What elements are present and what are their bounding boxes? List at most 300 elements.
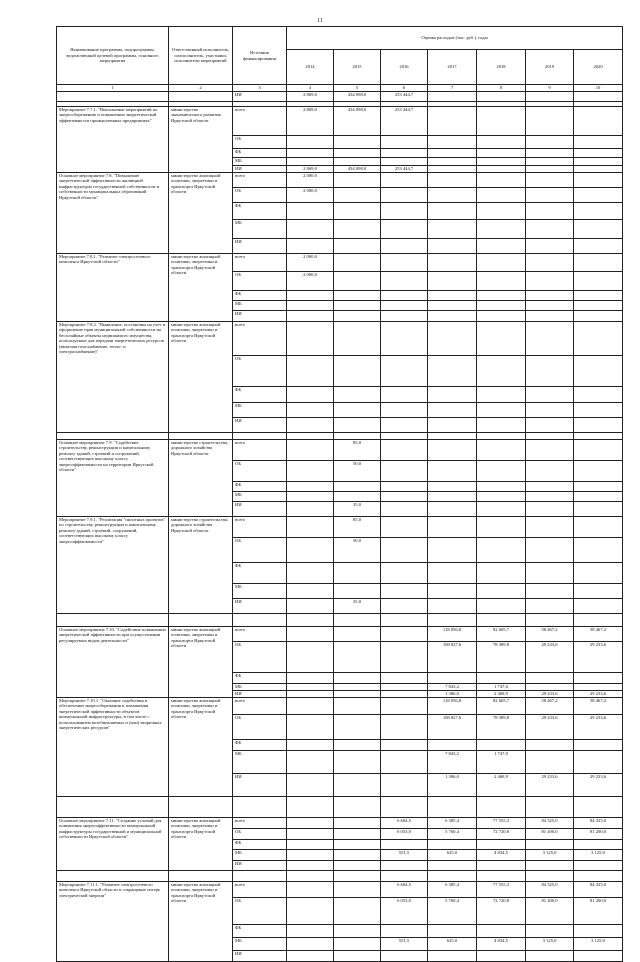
amount-cell [287,418,334,433]
empty-cell [287,797,334,818]
funding-source: всего [233,818,287,829]
amount-cell [334,882,381,898]
amount-cell [526,461,574,482]
amount-cell [526,166,574,173]
amount-cell [334,861,381,871]
amount-cell [381,272,428,291]
empty-cell [526,797,574,818]
amount-cell [477,92,526,102]
amount-cell: 4 834,5 [477,938,526,951]
funding-source: ИИ [233,861,287,871]
amount-cell [334,239,381,254]
amount-cell [381,492,428,502]
table-row [57,92,623,102]
amount-cell [428,584,477,599]
amount-cell [574,951,623,962]
amount-cell: 77 555,3 [477,818,526,829]
amount-cell [334,173,381,188]
amount-cell: 78 389,8 [477,715,526,740]
amount-cell: 29 233,6 [574,642,623,673]
amount-cell [334,751,381,774]
responsible-executor: министерство жилищной политики, энергетики и транспорта Иркутской области [169,627,233,698]
amount-cell: 2 000,0 [287,254,334,272]
amount-cell [334,311,381,322]
amount-cell [526,684,574,691]
header-index-cell: 3 [233,85,287,92]
amount-cell [477,673,526,684]
amount-cell [287,751,334,774]
amount-cell: 6 385,4 [428,818,477,829]
empty-cell [334,614,381,627]
amount-cell [287,925,334,938]
amount-cell: 6 385,4 [428,882,477,898]
amount-cell [381,356,428,387]
amount-cell [381,673,428,684]
amount-cell: 82 605,7 [477,698,526,715]
amount-cell [287,220,334,239]
amount-cell [334,254,381,272]
header-year: 2015 [334,50,381,85]
amount-cell: 625,0 [428,938,477,951]
funding-source: МБ [233,751,287,774]
amount-cell: 2 869,0 [287,92,334,102]
funding-source: ОБ [233,188,287,203]
amount-cell: 2 468,9 [477,691,526,698]
amount-cell [381,203,428,220]
amount-cell [477,220,526,239]
amount-cell [334,188,381,203]
amount-cell [526,272,574,291]
funding-source: всего [233,440,287,461]
amount-cell: 1 386,0 [428,774,477,797]
amount-cell [477,387,526,403]
amount-cell [428,951,477,962]
amount-cell [428,517,477,538]
header-year: 2017 [428,50,477,85]
amount-cell: 2 869,0 [287,166,334,173]
amount-cell [477,107,526,136]
responsible-executor: министерство жилищной политики, энергетики и транспорта Иркутской области [169,322,233,433]
amount-cell [526,492,574,502]
header-index-cell: 1 [57,85,169,92]
activity-name: Основное мероприятие 7.9. "Содействие строительству, реконструкции и капитальному ремонту зданий, строений и сооружений, соответствующих высокому классу энергоэффективности на территории Иркутской области" [57,440,169,517]
empty-cell [381,433,428,440]
amount-cell [381,774,428,797]
amount-cell [428,158,477,166]
amount-cell: 29 233,6 [574,715,623,740]
amount-cell [574,482,623,492]
amount-cell [477,925,526,938]
spacer-row [57,797,623,818]
amount-cell: 29 233,6 [526,642,574,673]
amount-cell [428,239,477,254]
amount-cell [381,584,428,599]
header-year: 2014 [287,50,334,85]
amount-cell [334,418,381,433]
table-body [57,92,623,962]
amount-cell [428,107,477,136]
header-index-row [57,85,623,92]
amount-cell: 3 125,0 [526,850,574,861]
funding-source: ФБ [233,149,287,158]
empty-cell [477,871,526,882]
amount-cell [477,563,526,584]
amount-cell [287,938,334,951]
amount-cell [381,642,428,673]
amount-cell [574,188,623,203]
amount-cell [287,291,334,301]
funding-source: ОБ [233,715,287,740]
funding-source: ИИ [233,599,287,614]
amount-cell: 78 389,8 [477,642,526,673]
amount-cell [287,301,334,311]
amount-cell [526,482,574,492]
empty-cell [428,433,477,440]
funding-source: ИИ [233,774,287,797]
amount-cell: 6 053,0 [381,829,428,840]
activity-name: Мероприятие 7.7.1. "Выполнение мероприятий по энергосбережению и повышению энергетической эффективности промышленных предприятиях" [57,107,169,173]
funding-source: всего [233,627,287,642]
empty-cell [169,871,233,882]
amount-cell [477,158,526,166]
amount-cell [334,684,381,691]
empty-cell [287,614,334,627]
amount-cell [381,925,428,938]
amount-cell: 1 747,0 [477,684,526,691]
responsible-executor: министерство строительства, дорожного хозяйства Иркутской области [169,440,233,517]
amount-cell: 625,0 [428,850,477,861]
funding-source: ИИ [233,502,287,517]
amount-cell [287,158,334,166]
funding-source: МБ [233,492,287,502]
funding-source: МБ [233,584,287,599]
amount-cell [477,461,526,482]
amount-cell: 2 000,0 [287,173,334,188]
amount-cell [287,698,334,715]
activity-name: Мероприятие 7.11.1. "Развитие электросетевого комплекса Иркутской области и сокращение потерь электрической энергии" [57,882,169,962]
empty-cell [477,433,526,440]
amount-cell [574,136,623,149]
amount-cell: 29 233,6 [574,691,623,698]
amount-cell [526,301,574,311]
funding-source: ИИ [233,418,287,433]
empty-cell [57,871,169,882]
amount-cell [381,149,428,158]
amount-cell [477,136,526,149]
amount-cell [574,840,623,850]
header-year: 2016 [381,50,428,85]
amount-cell: 1 386,0 [428,691,477,698]
funding-source: ФБ [233,291,287,301]
empty-cell [477,797,526,818]
header-index-cell: 7 [428,85,477,92]
funding-source: МБ [233,220,287,239]
amount-cell [428,311,477,322]
amount-cell [526,322,574,356]
funding-source: всего [233,107,287,136]
amount-cell [526,92,574,102]
amount-cell [477,418,526,433]
budget-table [56,26,623,962]
amount-cell [287,673,334,684]
amount-cell: 84 325,0 [574,818,623,829]
empty-cell [574,614,623,627]
empty-cell [381,871,428,882]
amount-cell: 253 444,7 [381,166,428,173]
amount-cell [477,239,526,254]
amount-cell: 434 098,0 [334,166,381,173]
amount-cell: 81 200,0 [526,898,574,925]
amount-cell [381,538,428,563]
header-year: 2018 [477,50,526,85]
amount-cell: 5 760,4 [428,898,477,925]
amount-cell [381,387,428,403]
funding-source: ФБ [233,925,287,938]
amount-cell [526,538,574,563]
amount-cell [477,301,526,311]
amount-cell [477,403,526,418]
activity-name: Основное мероприятие 7.10. "Содействие повышению энергетической эффективности при осуществлении регулируемых видов деятельности" [57,627,169,698]
amount-cell [381,158,428,166]
funding-source: МБ [233,158,287,166]
amount-cell [526,291,574,301]
amount-cell [334,850,381,861]
empty-cell [428,797,477,818]
amount-cell: 253 444,7 [381,92,428,102]
funding-source: ФБ [233,740,287,751]
amount-cell: 29 233,6 [574,774,623,797]
amount-cell [381,220,428,239]
amount-cell [574,440,623,461]
amount-cell [477,173,526,188]
funding-source: всего [233,322,287,356]
amount-cell [428,301,477,311]
amount-cell [526,584,574,599]
amount-cell [428,136,477,149]
header-index-cell: 6 [381,85,428,92]
empty-cell [428,871,477,882]
amount-cell [428,673,477,684]
amount-cell [381,627,428,642]
amount-cell [526,107,574,136]
amount-cell [334,698,381,715]
amount-cell [381,715,428,740]
empty-cell [334,797,381,818]
amount-cell [287,829,334,840]
amount-cell [428,599,477,614]
responsible-executor: министерство жилищной политики, энергетики и транспорта Иркутской области [169,254,233,322]
amount-cell: 2 000,0 [287,188,334,203]
amount-cell [334,627,381,642]
amount-cell [574,517,623,538]
amount-cell [287,149,334,158]
header-index-cell: 9 [526,85,574,92]
amount-cell [287,440,334,461]
amount-cell: 84 325,0 [526,882,574,898]
amount-cell [477,951,526,962]
amount-cell: 58 467,2 [574,698,623,715]
amount-cell: 3 125,0 [526,938,574,951]
funding-source: МБ [233,684,287,691]
amount-cell [334,322,381,356]
amount-cell [574,387,623,403]
header-index-cell: 2 [169,85,233,92]
amount-cell [287,311,334,322]
activity-name: Основное мероприятие 7.11. "Создание условий для повышения энергоэффективности коммунальной инфраструктуры государственной и муниципальной собственности Иркутской области" [57,818,169,871]
table-row [57,882,623,898]
amount-cell [287,538,334,563]
amount-cell [381,751,428,774]
empty-cell [526,871,574,882]
amount-cell [287,356,334,387]
amount-cell [334,403,381,418]
amount-cell [287,715,334,740]
amount-cell [287,818,334,829]
amount-cell [334,356,381,387]
amount-cell: 434 098,0 [334,107,381,136]
amount-cell [477,861,526,871]
amount-cell [428,403,477,418]
amount-cell [526,311,574,322]
amount-cell [574,272,623,291]
amount-cell: 2 869,0 [287,107,334,136]
funding-source: ФБ [233,840,287,850]
header-year: 2019 [526,50,574,85]
amount-cell [334,272,381,291]
amount-cell [287,322,334,356]
amount-cell [526,418,574,433]
empty-cell [57,614,169,627]
funding-source: МБ [233,403,287,418]
amount-cell [574,220,623,239]
amount-cell [381,861,428,871]
amount-cell [334,925,381,938]
responsible-executor: министерство строительства, дорожного хозяйства Иркутской области [169,517,233,614]
amount-cell [477,584,526,599]
empty-cell [526,433,574,440]
amount-cell [477,322,526,356]
empty-cell [57,433,169,440]
amount-cell [381,740,428,751]
amount-cell [428,840,477,850]
amount-cell: 3 125,0 [574,850,623,861]
empty-cell [233,871,287,882]
amount-cell [334,203,381,220]
amount-cell [477,272,526,291]
amount-cell: 551,5 [381,850,428,861]
amount-cell [334,642,381,673]
amount-cell [574,751,623,774]
amount-cell [574,322,623,356]
amount-cell: 81 200,0 [574,898,623,925]
amount-cell [477,740,526,751]
funding-source: ФБ [233,203,287,220]
funding-source: ОБ [233,461,287,482]
amount-cell [526,188,574,203]
amount-cell [381,517,428,538]
amount-cell [287,850,334,861]
amount-cell: 58 467,2 [526,627,574,642]
empty-cell [574,433,623,440]
amount-cell [428,356,477,387]
amount-cell [381,563,428,584]
responsible-executor: министерство жилищной политики, энергетики и транспорта Иркутской области [169,818,233,871]
amount-cell: 2 468,9 [477,774,526,797]
amount-cell [334,840,381,850]
amount-cell [334,715,381,740]
amount-cell [334,691,381,698]
amount-cell [477,538,526,563]
funding-source: ОБ [233,642,287,673]
funding-source: ИИ [233,311,287,322]
amount-cell [574,239,623,254]
amount-cell [574,502,623,517]
spacer-row [57,614,623,627]
amount-cell [428,149,477,158]
amount-cell [574,149,623,158]
amount-cell [334,301,381,311]
funding-source: ИИ [233,951,287,962]
amount-cell [574,311,623,322]
amount-cell: 82 605,7 [477,627,526,642]
amount-cell: 77 555,3 [477,882,526,898]
amount-cell [334,938,381,951]
amount-cell [381,482,428,492]
amount-cell: 118 056,8 [428,627,477,642]
amount-cell [526,254,574,272]
amount-cell [428,461,477,482]
amount-cell: 85,0 [334,440,381,461]
amount-cell [526,149,574,158]
amount-cell [526,951,574,962]
amount-cell [477,492,526,502]
amount-cell [574,291,623,301]
amount-cell [526,440,574,461]
amount-cell [287,740,334,751]
amount-cell [381,291,428,301]
activity-name: Мероприятие 7.9.1. "Реализация "пилотных проектов" по строительству, реконструкции и капитальному ремонту зданий, строений, сооружений, соответствующих высокому классу энергоэффективности" [57,517,169,614]
amount-cell [526,740,574,751]
amount-cell [526,136,574,149]
amount-cell: 4 834,5 [477,850,526,861]
amount-cell [477,188,526,203]
amount-cell [574,673,623,684]
amount-cell [381,239,428,254]
amount-cell [526,502,574,517]
amount-cell: 85,0 [334,517,381,538]
header-index-cell: 4 [287,85,334,92]
amount-cell: 253 444,7 [381,107,428,136]
table-row [57,173,623,188]
amount-cell: 81 200,0 [574,829,623,840]
amount-cell [334,149,381,158]
amount-cell [381,502,428,517]
amount-cell: 35,0 [334,502,381,517]
empty-cell [334,433,381,440]
amount-cell [381,136,428,149]
amount-cell [428,440,477,461]
budget-table-sheet [56,26,622,962]
amount-cell [574,563,623,584]
amount-cell [574,925,623,938]
amount-cell [381,951,428,962]
amount-cell [526,173,574,188]
amount-cell [526,239,574,254]
amount-cell [477,311,526,322]
spacer-row [57,433,623,440]
empty-cell [334,871,381,882]
funding-source: ФБ [233,673,287,684]
